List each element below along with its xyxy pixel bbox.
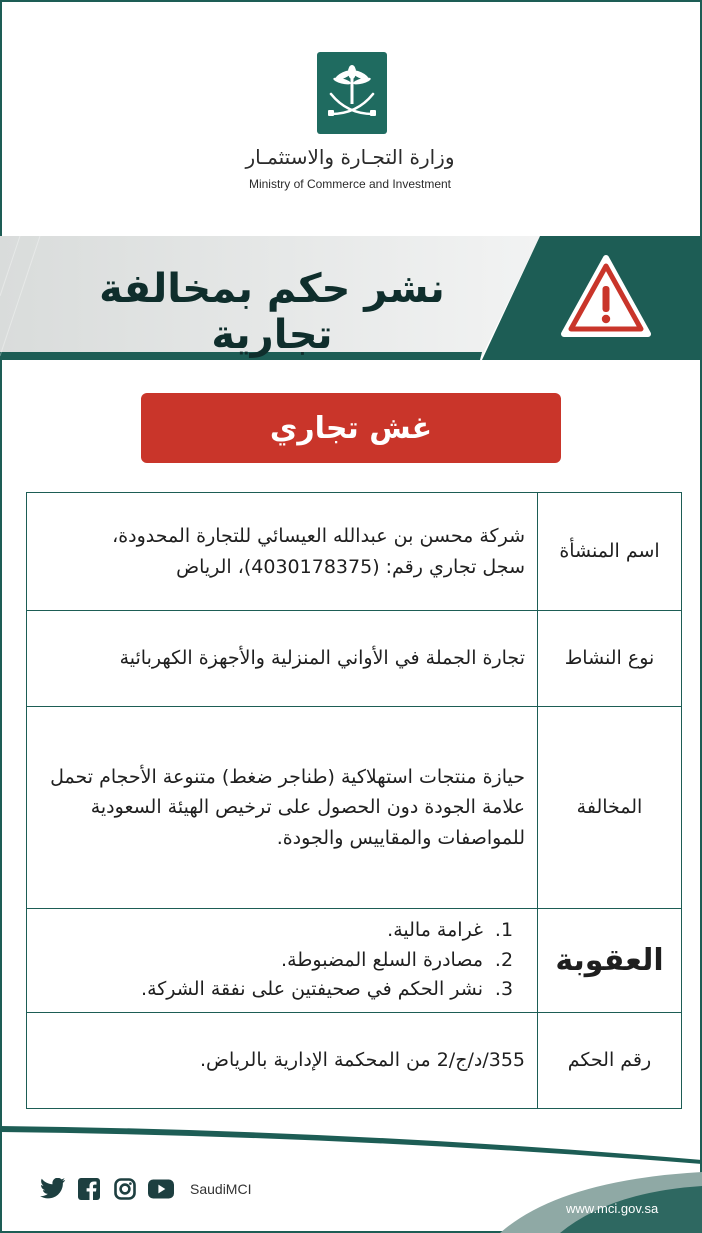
verdict-table [26,492,682,1109]
row-label-establishment: اسم المنشأة [538,493,682,611]
list-item [37,946,525,975]
table-row [27,707,682,909]
youtube-icon[interactable] [148,1176,174,1202]
penalty-text: نشر الحكم في صحيفتين على نفقة الشركة. [141,978,483,1001]
list-item [37,916,525,945]
palm-swords-emblem-icon [317,52,387,134]
twitter-icon[interactable] [40,1176,66,1202]
row-value-verdict-number: 355/د/ج/2 من المحكمة الإدارية بالرياض. [27,1013,538,1109]
row-value-violation: حيازة منتجات استهلاكية (طناجر ضغط) متنوعة الأحجام تحمل علامة الجودة دون الحصول على ترخيص الهيئة السعودية للمواصفات والمقاييس والجودة. [27,707,538,909]
penalty-text: مصادرة السلع المضبوطة. [281,948,483,971]
table-row [27,611,682,707]
row-value-penalty [27,909,538,1013]
establishment-name: شركة محسن بن عبدالله العيسائي للتجارة المحدودة، [112,525,525,548]
ministry-logo [317,52,387,134]
row-value-activity: تجارة الجملة في الأواني المنزلية والأجهزة الكهربائية [27,611,538,707]
penalty-number: 2. [494,948,514,971]
row-label-activity: نوع النشاط [538,611,682,707]
ministry-name-arabic: وزارة التجـارة والاستثمـار [245,145,455,169]
commercial-register: سجل تجاري رقم: (4030178375)، الرياض [176,555,525,578]
warning-triangle-icon [560,252,652,340]
row-value-establishment [27,493,538,611]
penalty-number: 1. [494,919,514,942]
social-handle[interactable]: SaudiMCI [190,1181,252,1197]
ministry-name-english: Ministry of Commerce and Investment [248,177,452,191]
penalty-list [37,916,525,1004]
website-link[interactable]: www.mci.gov.sa [566,1201,659,1216]
social-links [40,1176,251,1202]
list-item [37,975,525,1004]
banner-title: نشر حكم بمخالفة تجارية [99,266,445,358]
table-row [27,493,682,611]
penalty-text: غرامة مالية. [387,919,483,942]
row-label-violation: المخالفة [538,707,682,909]
row-label-penalty: العقوبة [538,909,682,1013]
violation-type-badge: غش تجاري [141,393,561,463]
penalty-number: 3. [494,978,514,1001]
row-label-verdict-number: رقم الحكم [538,1013,682,1109]
instagram-icon[interactable] [112,1176,138,1202]
table-row [27,1013,682,1109]
facebook-icon[interactable] [76,1176,102,1202]
table-row [27,909,682,1013]
